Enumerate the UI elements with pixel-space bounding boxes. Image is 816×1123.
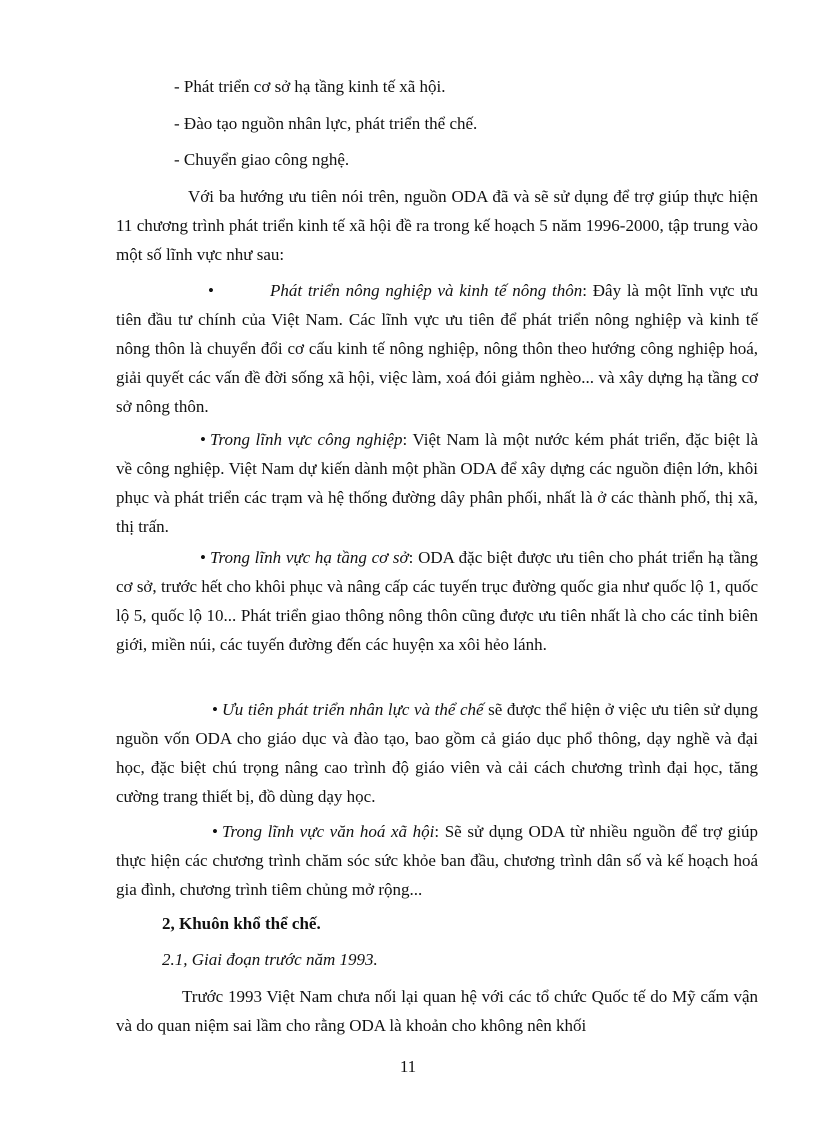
bullet-icon: •: [212, 822, 218, 841]
bullet-infrastructure: [116, 543, 758, 659]
bullet-heading: Trong lĩnh vực văn hoá xã hội: [221, 822, 435, 841]
bullet-heading: Ưu tiên phát triển nhân lực và thể chế: [221, 700, 484, 719]
bullet-icon: •: [200, 548, 206, 567]
subsection-heading: 2.1, Giai đoạn trước năm 1993.: [162, 950, 378, 969]
bullet-heading: Phát triển nông nghiệp và kinh tế nông thôn: [269, 281, 583, 300]
list-item: - Phát triển cơ sở hạ tầng kinh tế xã hội.: [174, 77, 446, 96]
section-heading: 2, Khuôn khổ thể chế.: [162, 914, 321, 933]
bullet-icon: •: [208, 281, 214, 300]
bullet-icon: •: [200, 430, 206, 449]
bullet-body: : Việt Nam là một nước kém phát triển, đặc biệt là về công nghiệp. Việt Nam dự kiến dành một phần ODA để xây dựng các nguồn điện lớn, khôi phục và phát triển các trạm và hệ thống đường dây phân phối, nhất là ở các thành phố, thị xã, thị trấn.: [116, 430, 758, 536]
bullet-heading: Trong lĩnh vực hạ tầng cơ sở: [209, 548, 409, 567]
intro-paragraph: Với ba hướng ưu tiên nói trên, nguồn ODA đã và sẽ sử dụng để trợ giúp thực hiện 11 chương trình phát triển kinh tế xã hội đề ra trong kế hoạch 5 năm 1996-2000, tập trung vào một số lĩnh vực như sau:: [116, 187, 758, 264]
bullet-body: : ODA đặc biệt được ưu tiên cho phát triển hạ tầng cơ sở, trước hết cho khôi phục và nâng cấp các tuyến trục đường quốc gia như quốc lộ 1, quốc lộ 5, quốc lộ 10... Phát triển giao thông nông thôn cũng được ưu tiên nhất là cho các tỉnh biên giới, miền núi, các tuyến đường đến các huyện xa xôi hẻo lánh.: [116, 548, 758, 654]
bullet-culture-society: [116, 817, 758, 904]
bullet-body: : Đây là một lĩnh vực ưu tiên đầu tư chính của Việt Nam. Các lĩnh vực ưu tiên để phát triển nông nghiệp và kinh tế nông thôn là chuyển đổi cơ cấu kinh tế nông nghiệp, nông thôn theo hướng công nghiệp hoá, giải quyết các vấn đề đời sống xã hội, việc làm, xoá đói giảm nghèo... và xây dựng hạ tầng cơ sở nông thôn.: [116, 281, 758, 416]
bullet-human-resources: [116, 695, 758, 811]
final-paragraph: Trước 1993 Việt Nam chưa nối lại quan hệ với các tổ chức Quốc tế do Mỹ cấm vận và do quan niệm sai lầm cho rằng ODA là khoản cho không nên khối: [116, 987, 758, 1035]
bullet-icon: •: [212, 700, 218, 719]
page-number: 11: [399, 1057, 417, 1076]
bullet-agriculture: [116, 276, 758, 421]
bullet-heading: Trong lĩnh vực công nghiệp: [209, 430, 403, 449]
bullet-industry: [116, 425, 758, 541]
bullet-body: sẽ được thể hiện ở việc ưu tiên sử dụng nguồn vốn ODA cho giáo dục và đào tạo, bao gồm cả giáo dục phổ thông, dạy nghề và đại học, đặc biệt chú trọng nâng cao trình độ giáo viên và cải cách chương trình đại học, tăng cường trang thiết bị, đồ dùng dạy học.: [116, 700, 758, 806]
bullet-body: : Sẽ sử dụng ODA từ nhiều nguồn để trợ giúp thực hiện các chương trình chăm sóc sức khỏe ban đầu, chương trình dân số và kế hoạch hoá gia đình, chương trình tiêm chủng mở rộng...: [116, 822, 758, 899]
list-item: - Đào tạo nguồn nhân lực, phát triển thể chế.: [174, 114, 478, 133]
list-item: - Chuyển giao công nghệ.: [174, 150, 350, 169]
